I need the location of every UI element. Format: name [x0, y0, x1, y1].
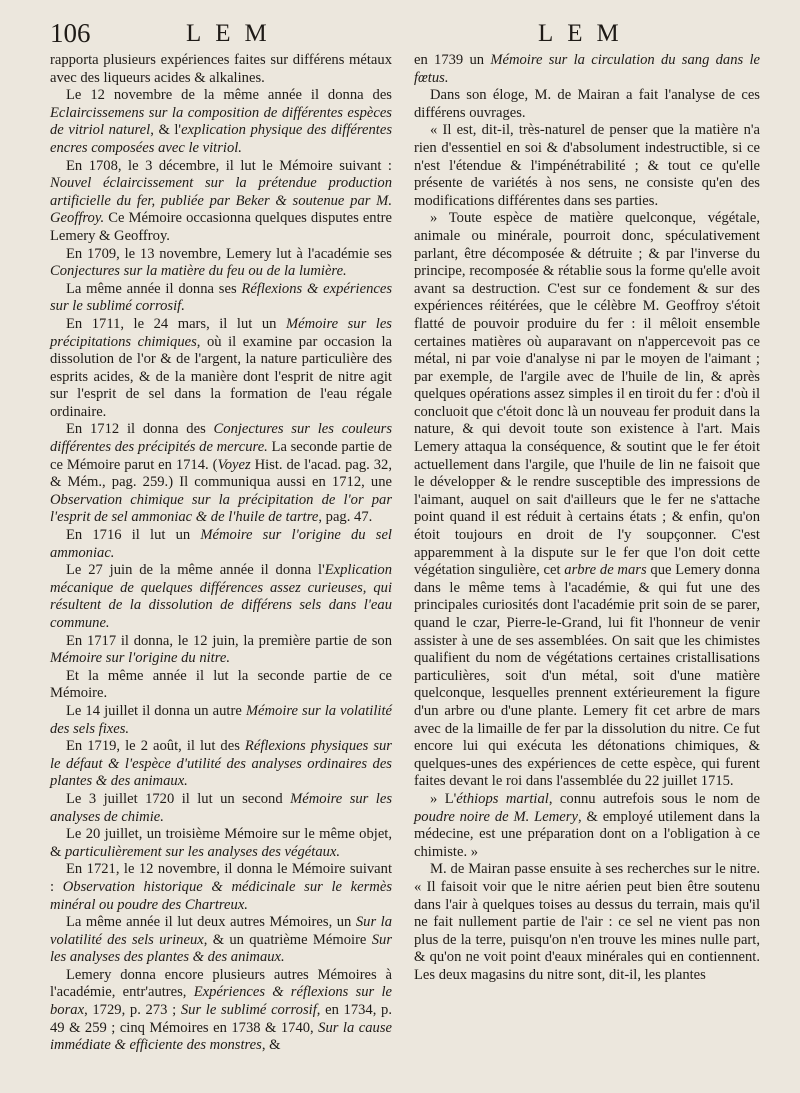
page-number: 106 [50, 18, 91, 48]
left-column [50, 52, 392, 1055]
paragraph: Le 3 juillet 1720 il lut un second Mémoire sur les analyses de chimie. [50, 790, 393, 825]
paragraph: La même année il donna ses Réflexions & expériences sur le sublimé corrosif. [50, 280, 393, 315]
paragraph: Dans son éloge, M. de Mairan a fait l'analyse de ces différens ouvrages. [414, 87, 760, 121]
paragraph: La même année il lut deux autres Mémoires, un Sur la volatilité des sels urineux, & un quatrième Mémoire Sur les analyses des plantes & des animaux. [50, 914, 392, 966]
right-column [414, 52, 760, 984]
paragraph: En 1708, le 3 décembre, il lut le Mémoire suivant : Nouvel éclaircissement sur la prétendue production artificielle du fer, publiée par Beker & soutenue par M. Geoffroy. Ce Mémoire occasionna quelques disputes entre Lemery & Geoffroy. [50, 157, 392, 244]
paragraph: En 1721, le 12 novembre, il donna le Mémoire suivant : Observation historique & médicinale sur le kermès minéral ou poudre des Chartreux. [50, 861, 393, 913]
paragraph: En 1716 il lut un Mémoire sur l'origine du sel ammoniac. [50, 527, 392, 561]
paragraph: M. de Mairan passe ensuite à ses recherches sur le nitre. « Il faisoit voir que le nitre aérien peut bien être soutenu dans l'air à quelques toises au dessus du terrain, mais qu'il ne fait nullement partie de l'air : ce sel ne vient pas non plus de la terre, puisqu'on n'en trouve les mines nulle part, & qu'on ne voit point d'eaux minérales qui en contiennent. Les deux magasins du nitre sont, dit-il, les plantes [414, 861, 760, 983]
paragraph: Le 20 juillet, un troisième Mémoire sur le même objet, & particulièrement sur les analyses des végétaux. [50, 826, 392, 860]
paragraph: En 1719, le 2 août, il lut des Réflexions physiques sur le défaut & l'espèce d'utilité des analyses ordinaires des plantes & des animaux. [50, 738, 392, 790]
paragraph: En 1711, le 24 mars, il lut un Mémoire sur les précipitations chimiques, où il examine par occasion la dissolution de l'or & de l'argent, la nature particulière des esprits acides, & de la manière dont l'esprit de nitre agit sur l'esprit de sel dans la formation de l'eau régale ordinaire. [50, 315, 392, 420]
paragraph: Lemery donna encore plusieurs autres Mémoires à l'académie, entr'autres, Expériences & réflexions sur le borax, 1729, p. 273 ; Sur le sublimé corrosif, en 1734, p. 49 & 259 ; cinq Mémoires en 1738 & 1740, Sur la cause immédiate & efficiente des monstres, & [50, 966, 393, 1054]
paragraph: Et la même année il lut la seconde partie de ce Mémoire. [50, 667, 392, 702]
page-header [0, 18, 800, 52]
paragraph: » Toute espèce de matière quelconque, végétale, animale ou minérale, pourroit donc, spéculativement parlant, être décomposée & détruite ; & par l'inverse du principe, recomposée & rétablie sous la forme qu'elle avoit avant sa destruction. C'est sur ce fondement & sur des expériences réitérées, que le célèbre M. Geoffroy s'étoit flatté de pouvoir produire du fer : il mêloit ensemble certaines matières où auparavant on n'appercevoit pas ce métal, ni par voie d'analyse ni par le moyen de l'aimant ; par exemple, de l'argile avec de l'huile de lin, & après quelques opérations assez simples il en tiroit du fer : d'où il concluoit que c'étoit donc là un nouveau fer produit dans la nature, & qui devoit toute son existence à l'art. Mais Lemery attaqua la conséquence, & soutint que le fer étoit actuellement dans l'argile, que l'huile de lin ne faisoit que le développer & le rendre susceptible des impressions de l'aimant, auquel on sait d'ailleurs que le fer ne s'attache point quand il est réduit à certains états ; & enfin, qu'on étoit toujours en droit de l'y soupçonner. C'est apparemment à la dispute sur le fer que l'on doit cette végétation singulière, cet arbre de mars que Lemery donna dans le même tems à l'académie, & qui fut une des principales curiosités dont l'académie prit soin de se parer, quand le czar, Pierre-le-Grand, lui fit l'honneur de venir assister à une de ses assemblées. On sait que les chimistes qualifient du nom de végétations certaines cristallisations particulières, soit d'un métal, soit d'une matière quelconque, lesquelles prennent extérieurement la figure d'un arbre ou d'une plante. Lemery fit cet arbre de mars avec de la limaille de fer par la dissolution du nitre. Ce fut encore lui qui exécuta les détonations chimiques, & quelques-unes des expériences de cette espèce, qui furent faites devant le roi dans l'assemblée du 22 juillet 1715. [414, 210, 761, 790]
paragraph: En 1717 il donna, le 12 juin, la première partie de son Mémoire sur l'origine du nitre. [50, 632, 392, 667]
running-title-right: LEM [538, 20, 633, 47]
paragraph: « Il est, dit-il, très-naturel de penser que la matière n'a rien d'essentiel en soi & d'absolument indestructible, si ce n'est l'étendue & l'impénétrabilité ; & tout ce qu'elle présente de variétés à nos sens, ne consiste qu'en des modifications différentes dans ses parties. [414, 122, 760, 209]
paragraph: Le 12 novembre de la même année il donna des Eclaircissemens sur la composition de différentes espèces de vitriol naturel, & l'explication physique des différentes encres composées avec le vitriol. [50, 87, 393, 156]
paragraph: En 1712 il donna des Conjectures sur les couleurs différentes des précipités de mercure. La seconde partie de ce Mémoire parut en 1714. (Voyez Hist. de l'acad. pag. 32, & Mém., pag. 259.) Il communiqua aussi en 1712, une Observation chimique sur la précipitation de l'or par l'esprit de sel ammoniac & de l'huile de tartre, pag. 47. [50, 421, 393, 526]
paragraph: rapporta plusieurs expériences faites sur différens métaux avec des liqueurs acides & alkalines. [50, 52, 392, 86]
paragraph: Le 27 juin de la même année il donna l'Explication mécanique de quelques différences assez curieuses, qui résultent de la dissolution de différens sels dans l'eau commune. [50, 562, 392, 631]
paragraph: en 1739 un Mémoire sur la circulation du sang dans le fœtus. [414, 52, 760, 86]
paragraph: Le 14 juillet il donna un autre Mémoire sur la volatilité des sels fixes. [50, 702, 393, 737]
paragraph: » L'éthiops martial, connu autrefois sous le nom de poudre noire de M. Lemery, & employé utilement dans la médecine, est une préparation dont on a l'obligation à ce chimiste. » [414, 790, 760, 860]
paragraph: En 1709, le 13 novembre, Lemery lut à l'académie ses Conjectures sur la matière du feu ou de la lumière. [50, 245, 392, 280]
running-title-left: LEM [186, 20, 281, 47]
